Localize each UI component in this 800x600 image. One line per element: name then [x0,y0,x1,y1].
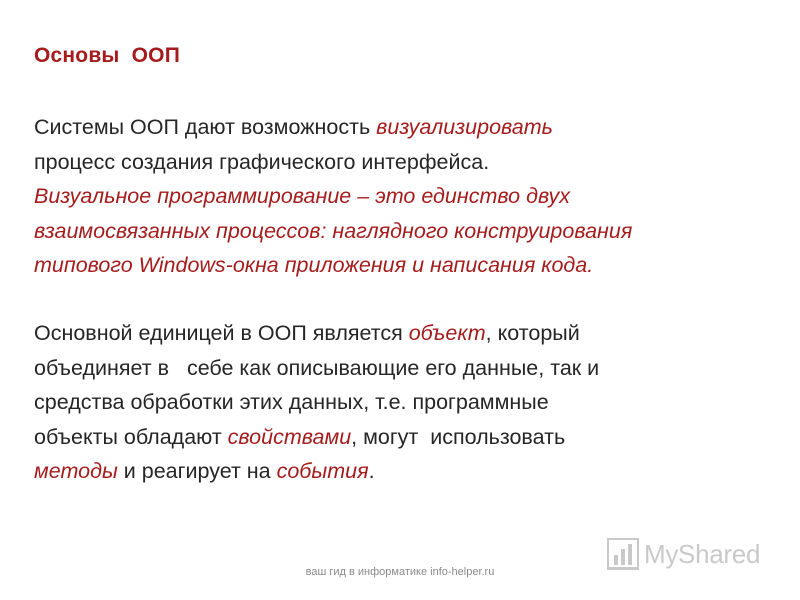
myshared-logo[interactable] [606,536,760,572]
slide-title: Основы ООП [34,44,181,67]
text-line [34,454,784,489]
paragraph-visual-programming [34,110,784,283]
paragraph-object [34,316,784,489]
text-span: Основной единицей в ООП является [34,321,409,345]
emphasis-methods: методы [34,459,118,483]
text-line [34,110,784,145]
emphasis-visualize: визуализировать [376,115,553,139]
text-span: объекты обладают [34,424,228,449]
logo-text: MyShared [644,538,761,569]
text-line: объединяет в себе как описывающие его данные, так и [34,355,600,380]
emphasis-events: события [276,459,369,483]
emphasis-line: взаимосвязанных процессов: наглядного конструирования [34,218,633,243]
emphasis-properties: свойствами [227,424,352,449]
text-span: , который [485,321,580,345]
text-span: . [368,459,375,483]
text-span: и реагирует на [117,459,277,483]
footer-text: ваш гид в информатике info-helper.ru [305,566,495,578]
text-line [34,420,784,455]
emphasis-object: объект [408,321,486,345]
myshared-chart-icon [606,537,640,571]
text-span: , могут использовать [351,424,566,449]
text-line: процесс создания графического интерфейса. [34,149,490,174]
emphasis-line: типового Windows-окна приложения и написания кода. [34,253,594,277]
text-span: Системы ООП дают возможность [34,115,377,139]
text-line: средства обработки этих данных, т.е. программные [34,390,549,414]
emphasis-line: Визуальное программирование – это единство двух [34,184,570,208]
text-line [34,316,784,351]
